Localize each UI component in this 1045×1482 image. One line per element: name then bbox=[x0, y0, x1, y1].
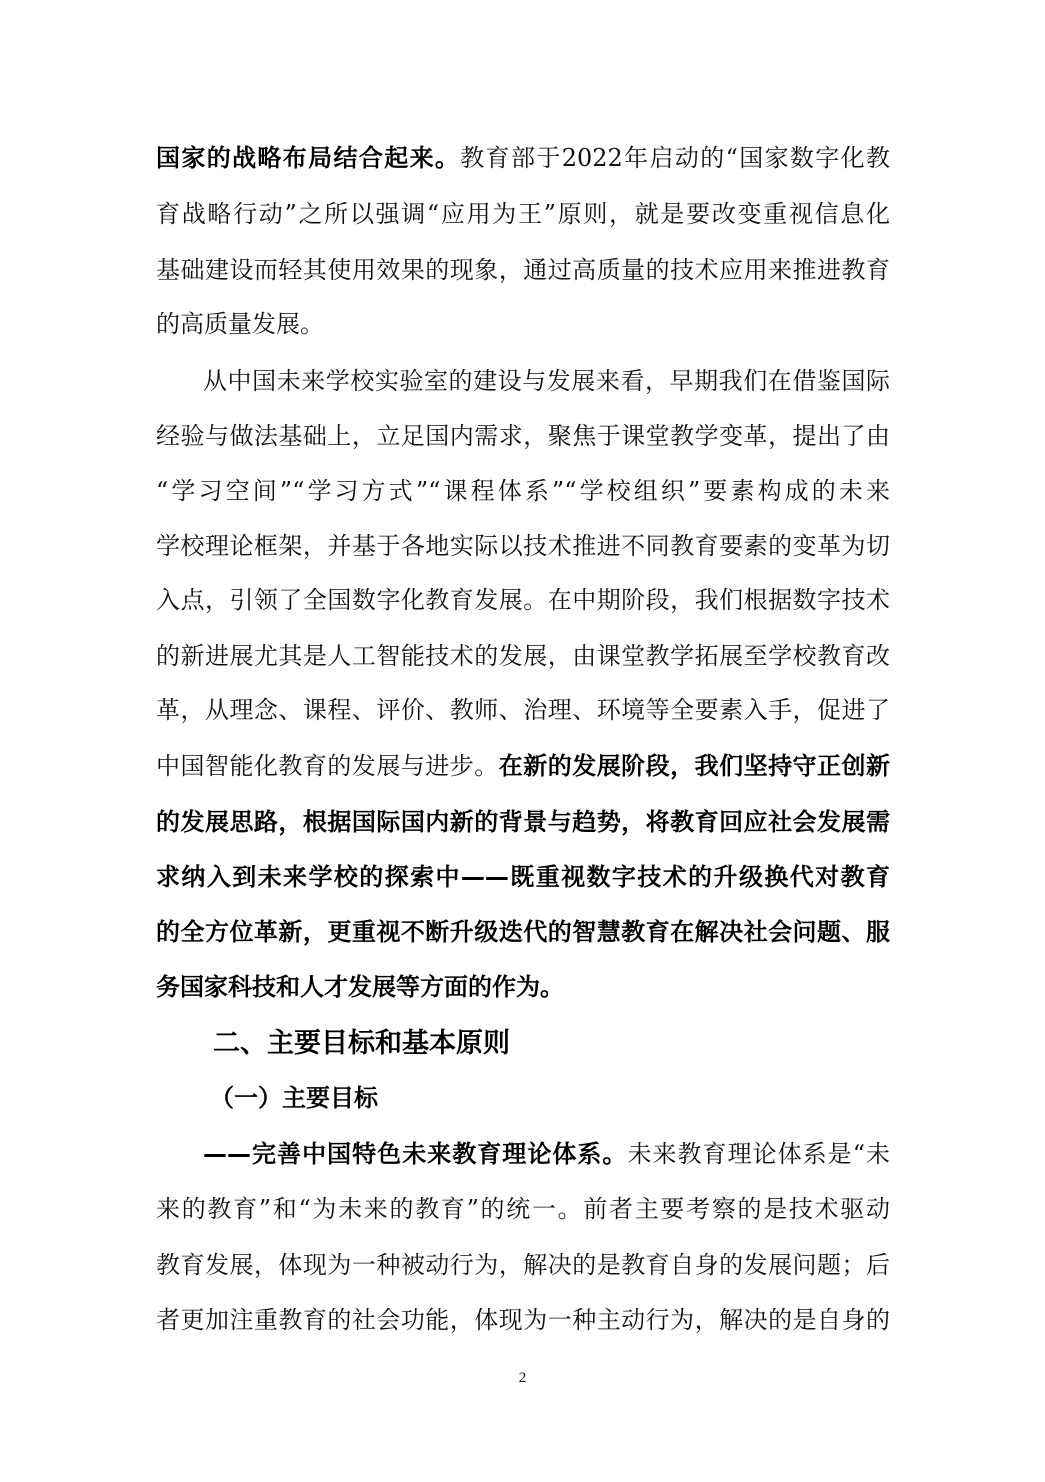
para2-line-11: 的全方位革新，更重视不断升级迭代的智慧教育在解决社会问题、服 bbox=[156, 918, 890, 946]
para2-bold-phrase: 在新的发展阶段，我们坚持守正创新 bbox=[498, 752, 891, 780]
para1-bold-phrase: 国家的战略布局结合起来。 bbox=[156, 144, 461, 172]
para1-line-3: 基础建设而轻其使用效果的现象，通过高质量的技术应用来推进教育 bbox=[156, 256, 890, 284]
para2-line-4: 学校理论框架，并基于各地实际以技术推进不同教育要素的变革为切 bbox=[156, 532, 890, 560]
para3-line-1 bbox=[203, 1125, 890, 1183]
para2-line-6: 的新进展尤其是人工智能技术的发展，由课堂教学拓展至学校教育改 bbox=[156, 642, 890, 670]
para1-line-1 bbox=[156, 129, 890, 187]
para2-line-3: “学习空间”“学习方式”“课程体系”“学校组织”要素构成的未来 bbox=[156, 477, 890, 505]
section-heading: 二、主要目标和基本原则 bbox=[213, 1028, 510, 1059]
para2-line-12: 务国家科技和人才发展等方面的作为。 bbox=[156, 973, 564, 1001]
para1-text: 教育部于2022年启动的“国家数字化教 bbox=[460, 144, 890, 172]
para2-line-2: 经验与做法基础上，立足国内需求，聚焦于课堂教学变革，提出了由 bbox=[156, 422, 890, 450]
para2-line-10: 求纳入到未来学校的探索中——既重视数字技术的升级换代对教育 bbox=[156, 863, 890, 891]
para2-line-8 bbox=[156, 737, 890, 795]
para3-line-2: 来的教育”和“为未来的教育”的统一。前者主要考察的是技术驱动 bbox=[156, 1195, 890, 1223]
para1-line-2: 育战略行动”之所以强调“应用为王”原则，就是要改变重视信息化 bbox=[156, 200, 890, 228]
para2-line-1: 从中国未来学校实验室的建设与发展来看，早期我们在借鉴国际 bbox=[203, 367, 890, 395]
para2-text: 中国智能化教育的发展与进步。 bbox=[156, 752, 499, 780]
para2-line-5: 入点，引领了全国数字化教育发展。在中期阶段，我们根据数字技术 bbox=[156, 586, 890, 614]
para3-text: 未来教育理论体系是“未 bbox=[627, 1140, 890, 1168]
page-number: 2 bbox=[518, 1370, 527, 1386]
para1-line-4: 的高质量发展。 bbox=[156, 310, 324, 338]
para2-line-9: 的发展思路，根据国际国内新的背景与趋势，将教育回应社会发展需 bbox=[156, 808, 890, 836]
subsection-heading: （一）主要目标 bbox=[210, 1084, 378, 1112]
para3-line-3: 教育发展，体现为一种被动行为，解决的是教育自身的发展问题；后 bbox=[156, 1251, 890, 1279]
para2-line-7: 革，从理念、课程、评价、教师、治理、环境等全要素入手，促进了 bbox=[156, 696, 890, 724]
para3-bold-phrase: ——完善中国特色未来教育理论体系。 bbox=[203, 1140, 628, 1168]
para3-line-4: 者更加注重教育的社会功能，体现为一种主动行为，解决的是自身的 bbox=[156, 1306, 890, 1334]
